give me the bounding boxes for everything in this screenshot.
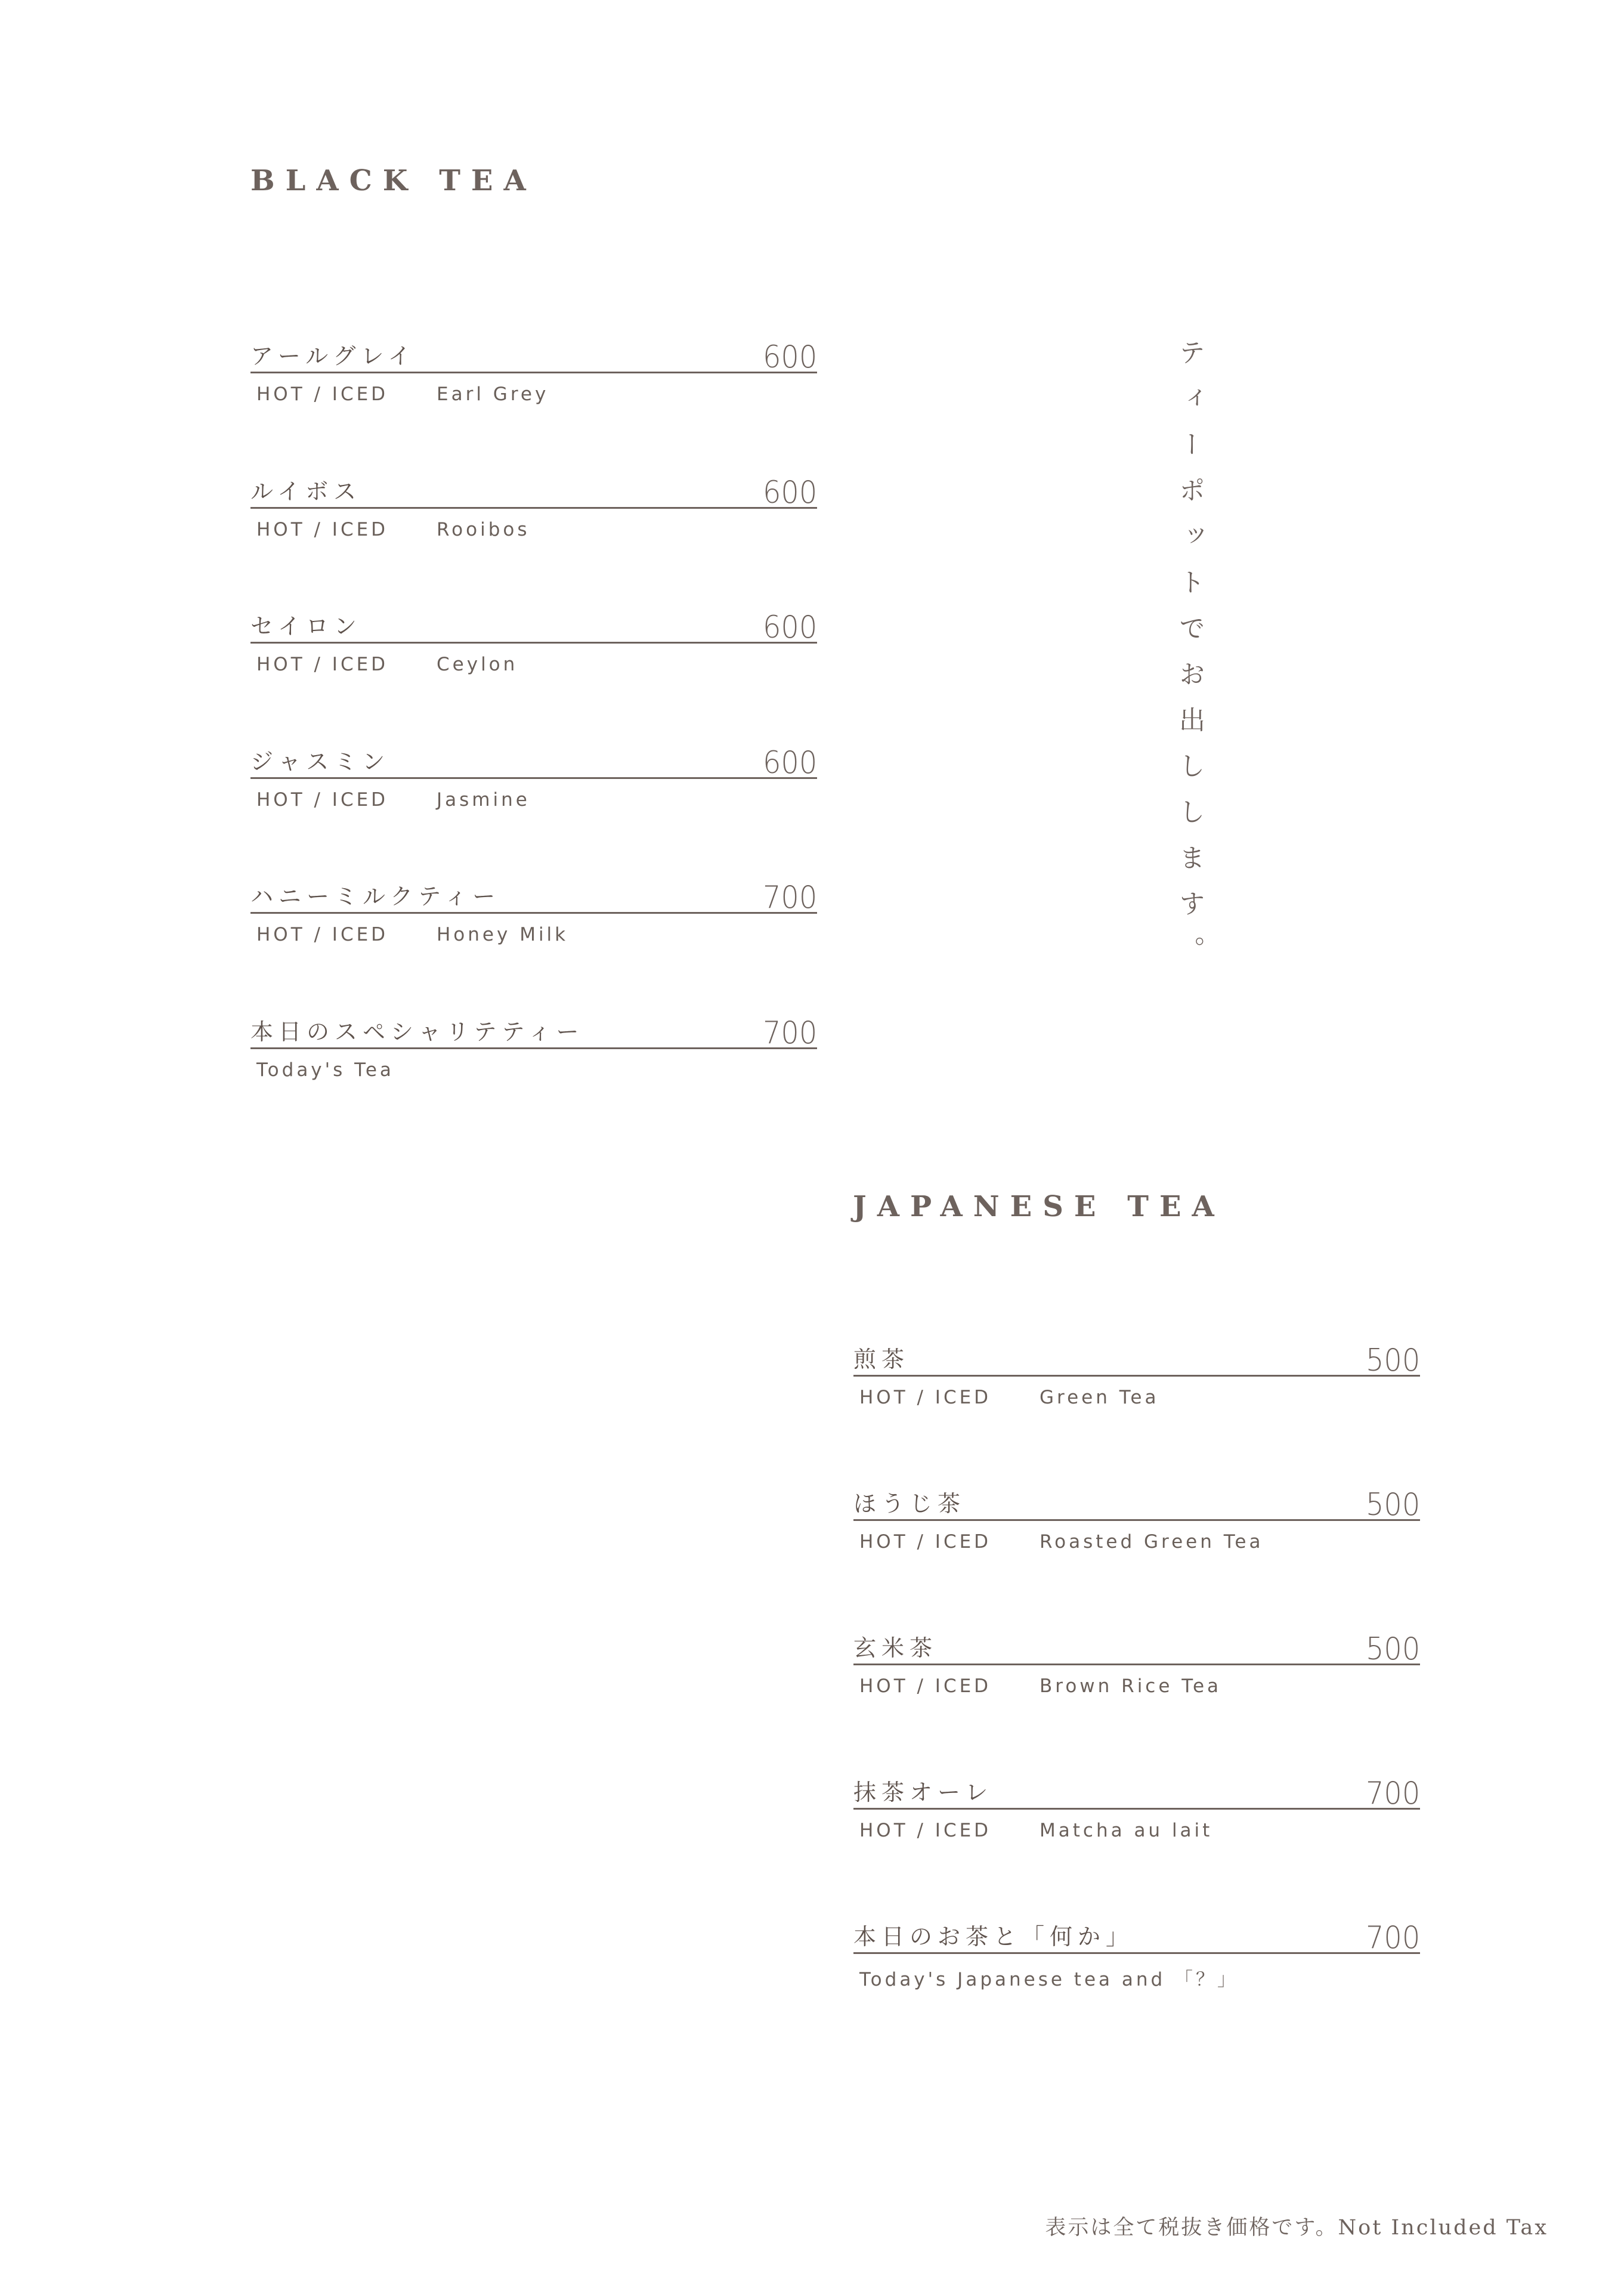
menu-item-todays-japanese-tea bbox=[853, 1920, 1420, 2024]
item-name-en: Ceylon bbox=[437, 654, 518, 675]
item-price: 600 bbox=[762, 475, 817, 511]
item-name-jp: アールグレイ bbox=[250, 343, 416, 369]
item-price: 600 bbox=[762, 745, 817, 781]
item-temperature: HOT / ICED bbox=[256, 924, 389, 945]
menu-item-rule bbox=[250, 339, 817, 375]
item-name-en: Today's Japanese tea and 「？」 bbox=[859, 1969, 1239, 1990]
item-price: 500 bbox=[1365, 1343, 1420, 1378]
item-name-en: Jasmine bbox=[437, 789, 530, 811]
black-tea-title: BLACK TEA bbox=[250, 164, 537, 197]
menu-item-honey-milk bbox=[250, 880, 817, 984]
item-temperature: HOT / ICED bbox=[859, 1675, 992, 1697]
item-subtitle bbox=[859, 1675, 1221, 1697]
menu-item-rule bbox=[250, 880, 817, 916]
item-name-en: Green Tea bbox=[1040, 1387, 1159, 1408]
menu-item-hojicha bbox=[853, 1487, 1420, 1591]
item-subtitle bbox=[859, 1964, 1239, 1991]
item-temperature: HOT / ICED bbox=[256, 519, 389, 540]
item-name-en: Honey Milk bbox=[437, 924, 569, 945]
tax-note: 表示は全て税抜き価格です。Not Included Tax bbox=[1045, 2216, 1548, 2240]
item-name-jp: 本日のお茶と「何か」 bbox=[853, 1924, 1134, 1950]
item-temperature: HOT / ICED bbox=[256, 654, 389, 675]
menu-item-genmaicha bbox=[853, 1631, 1420, 1735]
item-name-en: Matcha au lait bbox=[1040, 1820, 1213, 1841]
menu-item-earl-grey bbox=[250, 339, 817, 443]
menu-item-todays-tea bbox=[250, 1015, 817, 1119]
item-name-jp: 煎茶 bbox=[853, 1346, 910, 1372]
japanese-tea-title: JAPANESE TEA bbox=[853, 1190, 1225, 1223]
item-subtitle bbox=[859, 1820, 1212, 1841]
item-subtitle bbox=[256, 789, 530, 811]
item-price: 600 bbox=[762, 339, 817, 375]
item-name-en: Brown Rice Tea bbox=[1040, 1675, 1222, 1697]
item-name-en: Today's Tea bbox=[256, 1059, 394, 1081]
item-name-en: Rooibos bbox=[437, 519, 530, 540]
item-name-jp: 本日のスペシャリテティー bbox=[250, 1019, 584, 1045]
menu-item-rule bbox=[853, 1487, 1420, 1523]
item-price: 700 bbox=[1365, 1920, 1420, 1956]
item-subtitle bbox=[256, 924, 568, 945]
item-subtitle bbox=[256, 519, 530, 540]
item-name-en: Earl Grey bbox=[437, 384, 549, 405]
item-price: 600 bbox=[762, 610, 817, 645]
item-temperature: HOT / ICED bbox=[859, 1387, 992, 1408]
menu-item-ceylon bbox=[250, 610, 817, 713]
item-subtitle bbox=[256, 654, 518, 675]
item-temperature: HOT / ICED bbox=[859, 1531, 992, 1553]
item-name-jp: ルイボス bbox=[250, 478, 362, 505]
item-subtitle bbox=[256, 1059, 394, 1081]
menu-item-matcha-au-lait bbox=[853, 1776, 1420, 1879]
item-price: 500 bbox=[1365, 1631, 1420, 1667]
item-price: 700 bbox=[762, 880, 817, 916]
item-subtitle bbox=[859, 1531, 1264, 1553]
menu-item-sencha bbox=[853, 1343, 1420, 1446]
item-name-jp: 抹茶オーレ bbox=[853, 1779, 994, 1805]
item-name-jp: セイロン bbox=[250, 613, 362, 639]
item-price: 700 bbox=[1365, 1776, 1420, 1811]
menu-item-jasmine bbox=[250, 745, 817, 849]
item-subtitle bbox=[859, 1387, 1159, 1408]
item-price: 700 bbox=[762, 1015, 817, 1051]
item-temperature: HOT / ICED bbox=[256, 789, 389, 811]
menu-item-rule bbox=[250, 475, 817, 511]
item-name-jp: ハニーミルクティー bbox=[250, 883, 501, 910]
item-name-jp: 玄米茶 bbox=[853, 1635, 938, 1661]
teapot-note: ティーポットでお出しします。 bbox=[1174, 339, 1205, 982]
menu-item-rule bbox=[853, 1920, 1420, 1956]
item-temperature: HOT / ICED bbox=[859, 1820, 992, 1841]
item-name-en: Roasted Green Tea bbox=[1040, 1531, 1264, 1553]
menu-item-rule bbox=[250, 1015, 817, 1051]
item-name-jp: ほうじ茶 bbox=[853, 1491, 966, 1517]
item-subtitle bbox=[256, 384, 549, 405]
menu-item-rule bbox=[250, 610, 817, 645]
menu-item-rule bbox=[250, 745, 817, 781]
menu-item-rule bbox=[853, 1631, 1420, 1667]
item-temperature: HOT / ICED bbox=[256, 384, 389, 405]
item-name-jp: ジャスミン bbox=[250, 749, 391, 775]
menu-item-rooibos bbox=[250, 475, 817, 579]
menu-item-rule bbox=[853, 1343, 1420, 1378]
item-price: 500 bbox=[1365, 1487, 1420, 1523]
menu-item-rule bbox=[853, 1776, 1420, 1811]
